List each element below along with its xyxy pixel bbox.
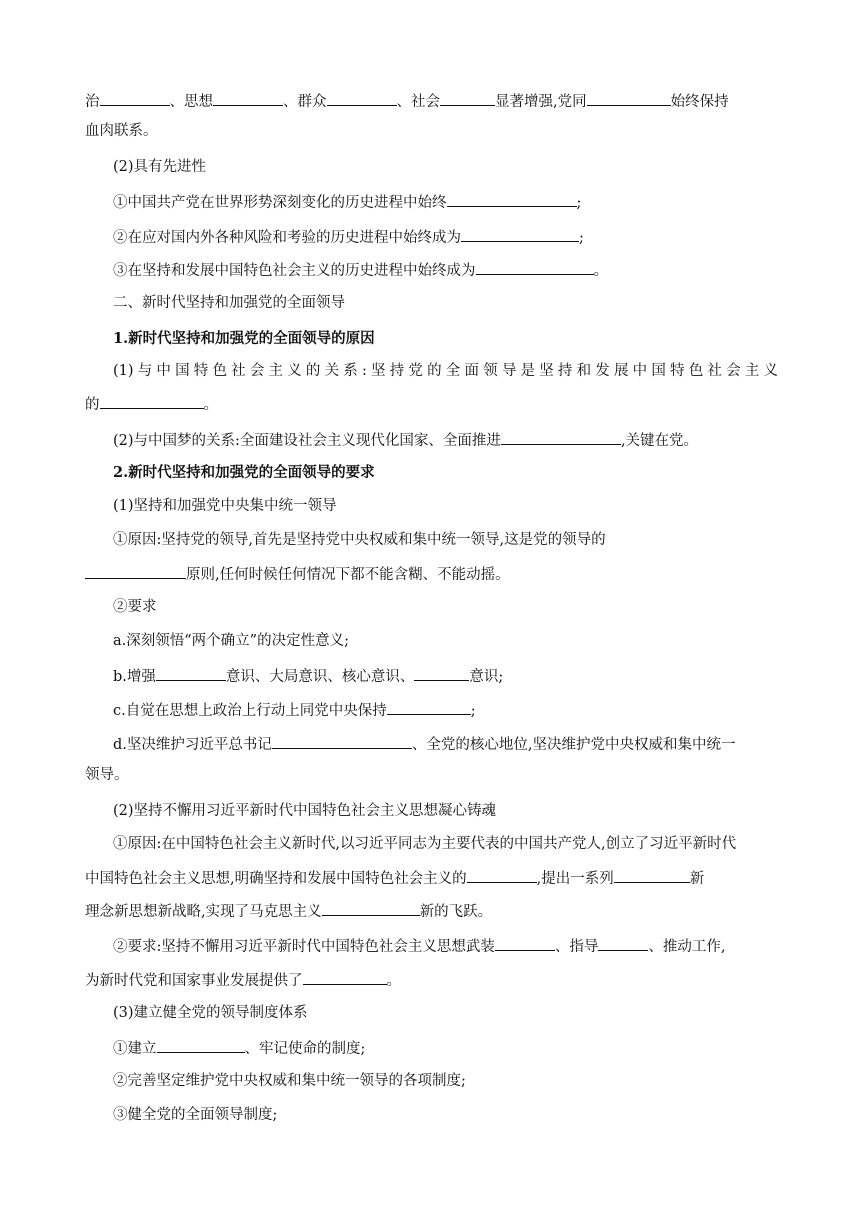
- fill-blank[interactable]: [414, 665, 469, 681]
- text-line: ③在坚持和发展中国特色社会主义的历史进程中始终成为 。: [113, 259, 813, 281]
- fill-blank[interactable]: [272, 733, 412, 749]
- text-line: ①原因:在中国特色社会主义新时代,以习近平同志为主要代表的中国共产党人,创立了习近平新时代: [113, 836, 737, 852]
- text-line: b.增强 意识、大局意识、核心意识、 意识;: [113, 665, 813, 687]
- text-line: 中国特色社会主义思想,明确坚持和发展中国特色社会主义的 ,提出一系列 新: [85, 867, 785, 889]
- text-line: 原则,任何时候任何情况下都不能含糊、不能动摇。: [85, 563, 785, 585]
- text-line: ①中国共产党在世界形势深刻变化的历史进程中始终 ;: [113, 191, 813, 213]
- text-line: (2)与中国梦的关系:全面建设社会主义现代化国家、全面推进 ,关键在党。: [113, 429, 813, 451]
- subsection-heading: 2.新时代坚持和加强党的全面领导的要求: [113, 464, 375, 481]
- fill-blank[interactable]: [327, 90, 397, 106]
- text-line: 血肉联系。: [85, 123, 158, 139]
- fill-blank[interactable]: [100, 90, 170, 106]
- fill-blank[interactable]: [213, 90, 283, 106]
- subsection-heading: 1.新时代坚持和加强党的全面领导的原因: [113, 330, 375, 347]
- fill-blank[interactable]: [461, 226, 579, 242]
- fill-blank[interactable]: [156, 665, 226, 681]
- text-line: c.自觉在思想上政治上行动上同党中央保持 ;: [113, 699, 813, 721]
- section-heading: (2)坚持不懈用习近平新时代中国特色社会主义思想凝心铸魂: [113, 803, 497, 819]
- text-line: ②在应对国内外各种风险和考验的历史进程中始终成为 ;: [113, 226, 813, 248]
- fill-blank[interactable]: [303, 969, 387, 985]
- section-heading: (3)建立健全党的领导制度体系: [113, 1005, 308, 1021]
- fill-blank[interactable]: [476, 259, 594, 275]
- fill-blank[interactable]: [157, 1037, 245, 1053]
- text-line: (1)与中国特色社会主义的关系:坚持党的全面领导是坚持和发展中国特色社会主义: [113, 363, 778, 379]
- section-heading: (2)具有先进性: [113, 159, 207, 175]
- text-line: 的 。: [85, 393, 785, 415]
- text-line: a.深刻领悟“两个确立”的决定性意义;: [113, 633, 349, 649]
- text-line: 理念新思想新战略,实现了马克思主义 新的飞跃。: [85, 900, 785, 922]
- fill-blank[interactable]: [387, 699, 471, 715]
- text-line: ②完善坚定维护党中央权威和集中统一领导的各项制度;: [113, 1073, 466, 1089]
- fill-blank[interactable]: [322, 900, 420, 916]
- text-line: ①原因:坚持党的领导,首先是坚持党中央权威和集中统一领导,这是党的领导的: [113, 532, 606, 548]
- fill-blank[interactable]: [85, 563, 186, 579]
- text-line: 治 、思想 、群众 、社会 显著增强,党同 始终保持: [85, 90, 785, 112]
- text-line: ③健全党的全面领导制度;: [113, 1107, 278, 1123]
- section-heading: 二、新时代坚持和加强党的全面领导: [113, 295, 345, 311]
- text-line: ②要求:坚持不懈用习近平新时代中国特色社会主义思想武装 、指导 、推动工作,: [113, 935, 813, 957]
- fill-blank[interactable]: [614, 867, 690, 883]
- text-line: 为新时代党和国家事业发展提供了 。: [85, 969, 785, 991]
- fill-blank[interactable]: [447, 191, 577, 207]
- fill-blank[interactable]: [501, 429, 621, 445]
- fill-blank[interactable]: [467, 867, 537, 883]
- fill-blank[interactable]: [598, 935, 648, 951]
- fill-blank[interactable]: [440, 90, 495, 106]
- text-line: ②要求: [113, 599, 157, 615]
- section-heading: (1)坚持和加强党中央集中统一领导: [113, 498, 337, 514]
- fill-blank[interactable]: [587, 90, 671, 106]
- text-line: 领导。: [85, 767, 129, 783]
- text-line: d.坚决维护习近平总书记 、全党的核心地位,坚决维护党中央权威和集中统一: [113, 733, 813, 755]
- fill-blank[interactable]: [495, 935, 555, 951]
- fill-blank[interactable]: [100, 393, 204, 409]
- text-line: ①建立 、牢记使命的制度;: [113, 1037, 813, 1059]
